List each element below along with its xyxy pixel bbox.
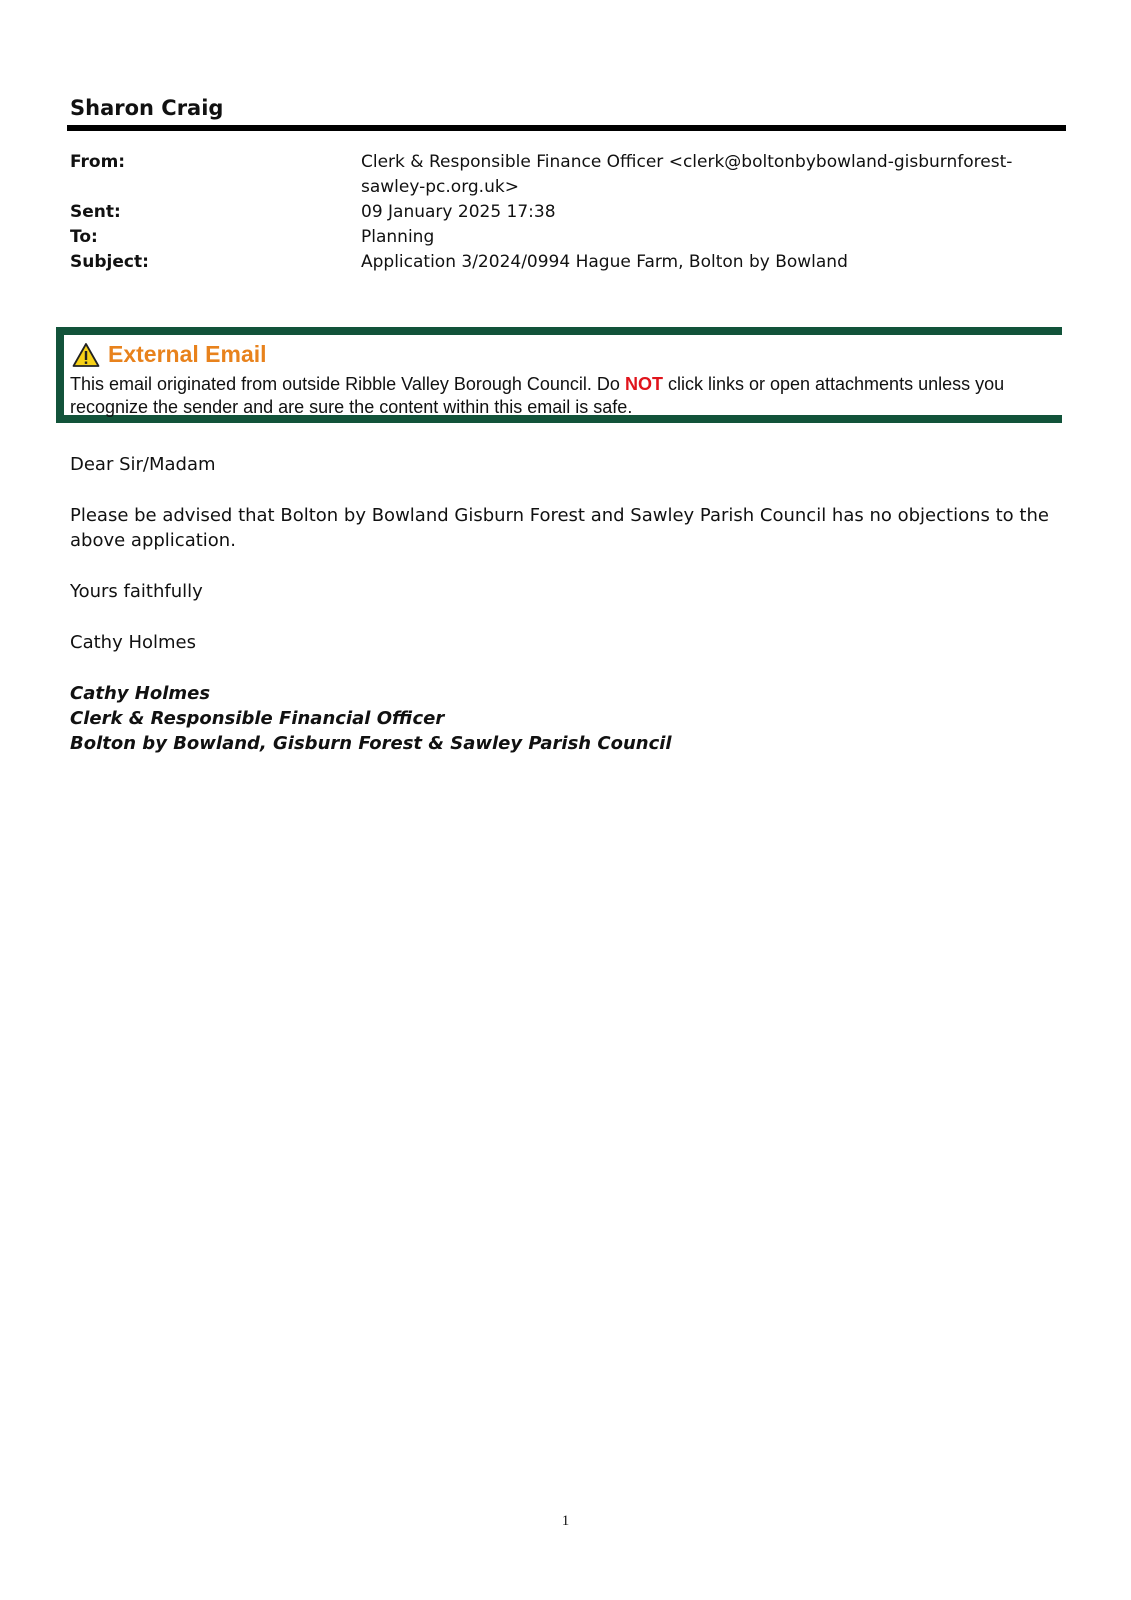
signature-role: Clerk & Responsible Financial Officer: [70, 708, 445, 729]
email-body: [70, 452, 1060, 756]
closing: Yours faithfully: [70, 581, 203, 602]
banner-text-after: click links or open attachments unless you recognize the sender and are sure the content within this email is safe.: [70, 374, 1005, 417]
body-paragraph: Please be advised that Bolton by Bowland Gisburn Forest and Sawley Parish Council has no objections to the above application.: [70, 505, 1049, 551]
from-row: [70, 150, 1060, 200]
signature-block: [70, 681, 1060, 756]
banner-title: External Email: [108, 341, 267, 367]
to-value: Planning: [361, 227, 435, 247]
subject-row: [70, 250, 1060, 275]
sent-row: [70, 200, 1060, 225]
banner-emphasis: NOT: [624, 374, 663, 394]
from-value: [361, 150, 1060, 200]
from-value-line1: Clerk & Responsible Finance Officer <clerk@boltonbybowland-gisburnforest-: [361, 152, 1013, 172]
from-label: From:: [70, 152, 126, 172]
banner-text-before: This email originated from outside Ribble Valley Borough Council. Do: [70, 374, 625, 394]
subject-label: Subject:: [70, 252, 149, 272]
to-label: To:: [70, 227, 98, 247]
sent-value: 09 January 2025 17:38: [361, 202, 556, 222]
sent-label: Sent:: [70, 202, 121, 222]
to-row: [70, 225, 1060, 250]
signature-organisation: Bolton by Bowland, Gisburn Forest & Sawley Parish Council: [70, 733, 672, 754]
external-email-warning-banner: [56, 327, 1062, 423]
from-value-line2: sawley-pc.org.uk>: [361, 177, 519, 197]
banner-header: [72, 341, 267, 368]
banner-message: [70, 373, 1060, 419]
greeting: Dear Sir/Madam: [70, 454, 216, 475]
subject-value: Application 3/2024/0994 Hague Farm, Bolton by Bowland: [361, 252, 848, 272]
signoff-name: Cathy Holmes: [70, 632, 196, 653]
page-number: 1: [561, 1513, 570, 1529]
mailbox-owner-name: Sharon Craig: [70, 96, 224, 120]
header-rule: [67, 125, 1066, 131]
warning-icon: [72, 342, 100, 368]
email-headers: [70, 150, 1060, 275]
signature-name: Cathy Holmes: [70, 683, 211, 704]
